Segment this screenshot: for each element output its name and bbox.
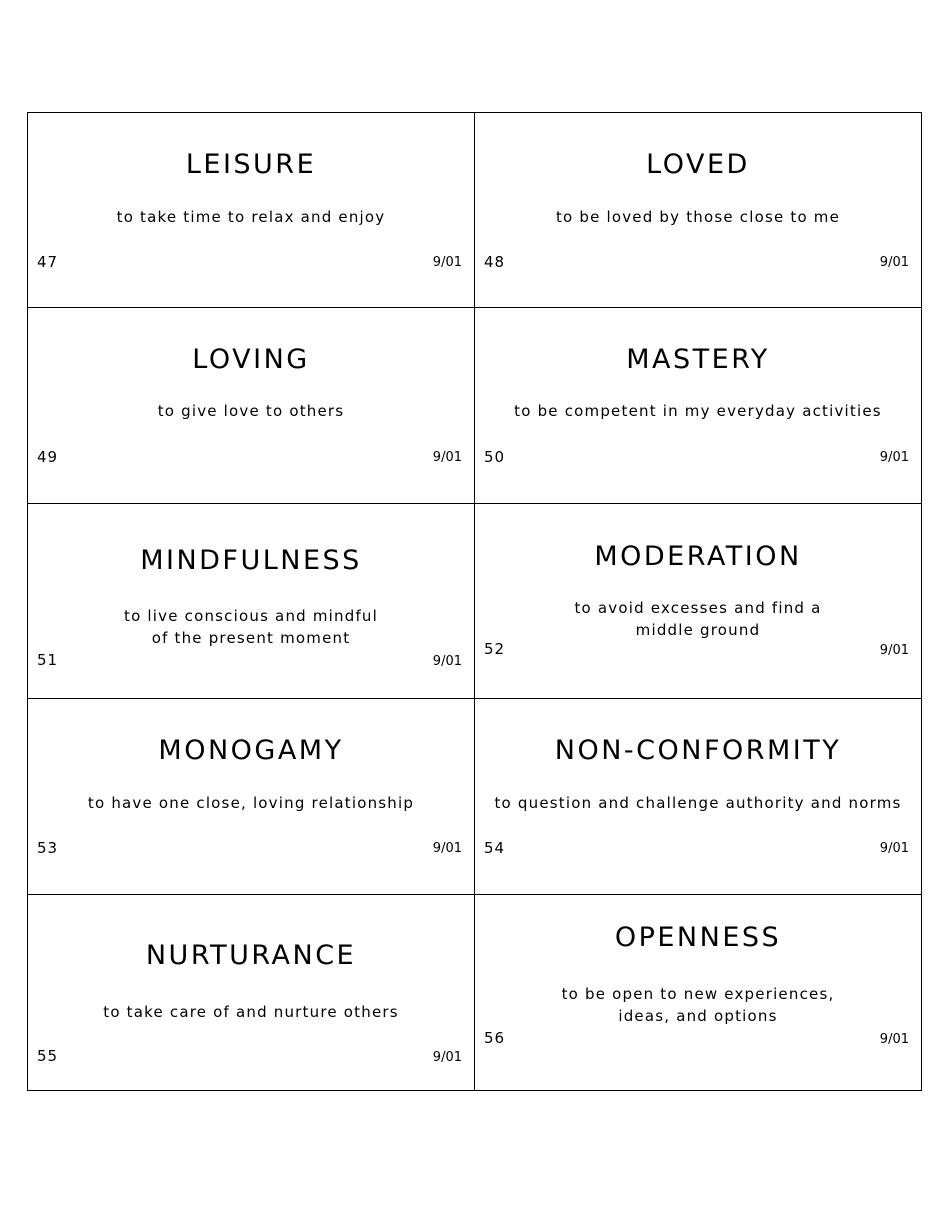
card-description	[38, 400, 464, 422]
card-number: 53	[37, 839, 59, 858]
card-date: 9/01	[432, 653, 462, 669]
card-title: MINDFULNESS	[140, 544, 362, 576]
card-description-line: to give love to others	[157, 402, 345, 421]
value-card	[28, 895, 475, 1090]
card-number: 47	[37, 253, 59, 271]
card-number: 52	[484, 639, 506, 658]
card-description-line: to take time to relax and enjoy	[116, 208, 386, 226]
value-card	[28, 308, 475, 503]
card-description	[485, 400, 911, 422]
card-description-line: middle ground	[635, 620, 761, 639]
card-description-line: to live conscious and mindful	[123, 606, 378, 625]
card-description	[38, 792, 464, 814]
card-date: 9/01	[879, 255, 909, 270]
value-card	[475, 308, 921, 503]
card-description-line: to take care of and nurture others	[103, 1002, 399, 1021]
card-title: MASTERY	[626, 344, 770, 376]
value-card	[28, 113, 475, 308]
card-description	[38, 1001, 464, 1023]
card-description-line: ideas, and options	[618, 1006, 778, 1025]
card-number: 48	[484, 253, 506, 271]
value-card	[28, 504, 475, 699]
card-description-line: to avoid excesses and find a	[574, 598, 822, 617]
card-title: MONOGAMY	[158, 735, 344, 767]
card-date: 9/01	[432, 841, 462, 857]
card-description	[38, 605, 464, 649]
card-date: 9/01	[879, 841, 909, 857]
card-number: 56	[484, 1028, 506, 1047]
card-title: LOVING	[192, 344, 310, 376]
card-number: 50	[484, 448, 506, 467]
card-description	[485, 792, 911, 814]
card-date: 9/01	[879, 1031, 909, 1047]
card-description-line: to be loved by those close to me	[555, 208, 841, 226]
card-description-line: of the present moment	[151, 628, 351, 647]
card-title: LOVED	[646, 149, 750, 180]
card-date: 9/01	[432, 1049, 462, 1065]
value-card-sheet	[27, 112, 922, 1091]
card-title: NON-CONFORMITY	[554, 735, 842, 767]
card-number: 51	[37, 650, 59, 669]
value-card	[475, 504, 921, 699]
value-card	[475, 113, 921, 308]
card-number: 49	[37, 448, 59, 467]
card-title: NURTURANCE	[145, 939, 357, 971]
card-title: MODERATION	[594, 540, 802, 572]
card-date: 9/01	[879, 450, 909, 466]
card-description	[38, 206, 464, 228]
value-card	[475, 895, 921, 1090]
card-number: 55	[37, 1046, 59, 1065]
card-description	[485, 597, 911, 641]
value-card	[28, 699, 475, 894]
card-title: OPENNESS	[614, 921, 782, 953]
value-card	[475, 699, 921, 894]
card-description-line: to be open to new experiences,	[561, 984, 835, 1003]
card-description-line: to question and challenge authority and norms	[494, 794, 902, 813]
card-number: 54	[484, 839, 506, 858]
card-date: 9/01	[432, 450, 462, 466]
card-date: 9/01	[879, 642, 909, 658]
card-description-line: to have one close, loving relationship	[87, 794, 415, 813]
card-description	[485, 206, 911, 228]
card-description	[485, 983, 911, 1027]
card-description-line: to be competent in my everyday activities	[514, 402, 882, 421]
card-title: LEISURE	[185, 149, 317, 180]
card-date: 9/01	[432, 255, 462, 270]
